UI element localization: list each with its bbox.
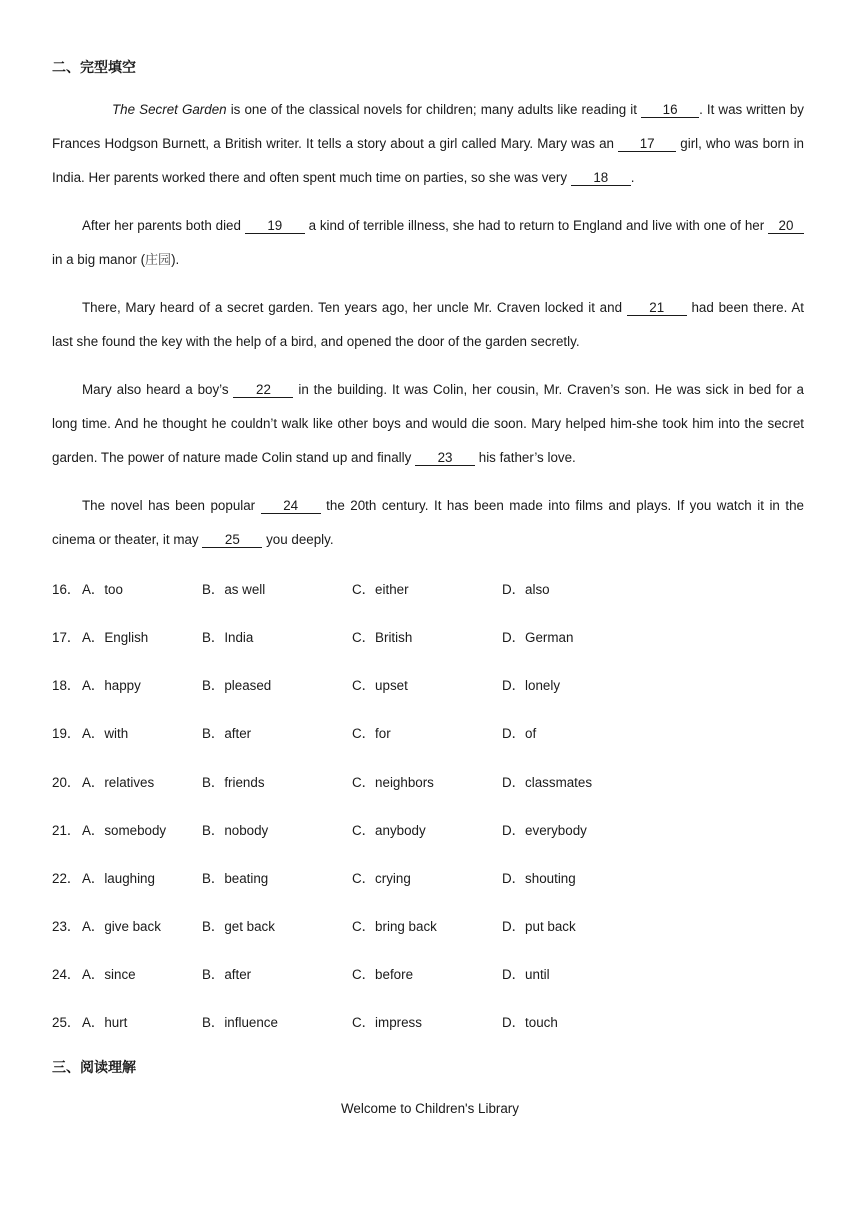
- option-d: D．German: [502, 630, 574, 645]
- blank-20: 20: [768, 218, 804, 234]
- paragraph-text: The novel has been popular: [82, 498, 261, 513]
- question-number: 18．: [52, 678, 81, 693]
- paragraph-text: his father’s love.: [475, 450, 576, 465]
- question-number: 17．: [52, 630, 81, 645]
- question-number: 20．: [52, 775, 81, 790]
- blank-21: 21: [627, 300, 687, 316]
- option-b: B．pleased: [202, 678, 272, 693]
- question-number: 19．: [52, 726, 81, 741]
- paragraph-text: Mary also heard a boy’s: [82, 382, 234, 397]
- option-b: B．after: [202, 726, 252, 741]
- question-24: [52, 964, 752, 984]
- reading-passage-title: Welcome to Children's Library: [341, 1101, 519, 1116]
- option-b: B．nobody: [202, 823, 269, 838]
- question-23: [52, 916, 752, 936]
- option-c: C．before: [352, 967, 414, 982]
- question-21: [52, 820, 752, 840]
- option-d: D．until: [502, 967, 550, 982]
- paragraph-text: ).: [171, 252, 180, 267]
- option-c: C．either: [352, 582, 409, 597]
- option-b: B．friends: [202, 775, 265, 790]
- question-25: [52, 1012, 752, 1032]
- option-c: C．for: [352, 726, 391, 741]
- question-17: [52, 627, 752, 647]
- paragraph-text: in a big manor (: [52, 252, 146, 267]
- paragraph-text: the 20th century. It has been made into films and plays. If you watch it in the cinema or theater, it may: [52, 498, 804, 547]
- blank-19: 19: [245, 218, 305, 234]
- blank-18: 18: [571, 170, 631, 186]
- option-a: A．since: [82, 967, 136, 982]
- option-a: A．somebody: [82, 823, 167, 838]
- option-c: C．bring back: [352, 919, 437, 934]
- question-number: 25．: [52, 1015, 81, 1030]
- paragraph-text: you deeply.: [262, 532, 334, 547]
- book-title: The Secret Garden: [112, 102, 227, 117]
- question-number: 24．: [52, 967, 81, 982]
- blank-23: 23: [415, 450, 475, 466]
- question-20: [52, 772, 752, 792]
- paragraph-text: a kind of terrible illness, she had to return to England and live with one of her: [304, 218, 768, 233]
- option-b: B．influence: [202, 1015, 278, 1030]
- option-a: A．hurt: [82, 1015, 128, 1030]
- option-d: D．touch: [502, 1015, 558, 1030]
- option-d: D．also: [502, 582, 550, 597]
- blank-22: 22: [233, 382, 293, 398]
- paragraph-text: girl, who was born in India. Her parents worked there and often spent much time on parties, so she was very: [52, 136, 804, 185]
- option-c: C．impress: [352, 1015, 422, 1030]
- option-b: B．beating: [202, 871, 269, 886]
- question-19: [52, 723, 752, 743]
- option-a: A．laughing: [82, 871, 155, 886]
- section-heading-reading: 三、阅读理解: [52, 1060, 136, 1076]
- paragraph-text: There, Mary heard of a secret garden. Ten years ago, her uncle Mr. Craven locked it and: [82, 300, 627, 315]
- blank-17: 17: [618, 136, 676, 152]
- question-22: [52, 868, 752, 888]
- section-heading-cloze: 二、完型填空: [52, 60, 136, 76]
- paragraph-text: After her parents both died: [82, 218, 245, 233]
- option-b: B．India: [202, 630, 254, 645]
- passage-paragraph-2: [52, 209, 804, 278]
- blank-24: 24: [261, 498, 321, 514]
- option-b: B．after: [202, 967, 252, 982]
- option-c: C．crying: [352, 871, 411, 886]
- option-c: C．anybody: [352, 823, 426, 838]
- option-a: A．English: [82, 630, 149, 645]
- option-d: D．of: [502, 726, 537, 741]
- chinese-gloss: 庄园: [145, 253, 172, 268]
- option-c: C．neighbors: [352, 775, 434, 790]
- option-d: D．shouting: [502, 871, 576, 886]
- passage-paragraph-4: [52, 373, 804, 475]
- paragraph-text: had been there. At last she found the key with the help of a bird, and opened the door of the garden secretly.: [52, 300, 804, 349]
- passage-paragraph-5: [52, 489, 804, 557]
- passage-paragraph-1: [52, 93, 804, 195]
- blank-25: 25: [202, 532, 262, 548]
- option-d: D．everybody: [502, 823, 587, 838]
- option-d: D．classmates: [502, 775, 593, 790]
- option-a: A．relatives: [82, 775, 155, 790]
- question-16: [52, 579, 752, 599]
- option-a: A．give back: [82, 919, 161, 934]
- question-number: 22．: [52, 871, 81, 886]
- paragraph-text: .: [630, 170, 635, 185]
- option-c: C．upset: [352, 678, 408, 693]
- option-a: A．too: [82, 582, 123, 597]
- option-b: B．get back: [202, 919, 275, 934]
- option-b: B．as well: [202, 582, 266, 597]
- question-number: 21．: [52, 823, 81, 838]
- blank-16: 16: [641, 102, 699, 118]
- paragraph-text: in the building. It was Colin, her cousin, Mr. Craven’s son. He was sick in bed for a long time. And he thought he couldn’t walk like other boys and would die soon. Mary helped him-she took him into the secret garden. The power of nature made Colin stand up and finally: [52, 382, 805, 465]
- option-d: D．lonely: [502, 678, 561, 693]
- option-c: C．British: [352, 630, 413, 645]
- paragraph-text: . It was written by Frances Hodgson Burnett, a British writer. It tells a story about a girl called Mary. Mary was an: [52, 102, 804, 151]
- passage-paragraph-3: [52, 291, 804, 359]
- option-a: A．with: [82, 726, 129, 741]
- option-d: D．put back: [502, 919, 576, 934]
- option-a: A．happy: [82, 678, 141, 693]
- question-number: 16．: [52, 582, 81, 597]
- paragraph-text: is one of the classical novels for children; many adults like reading it: [226, 102, 642, 117]
- question-18: [52, 675, 752, 695]
- question-number: 23．: [52, 919, 81, 934]
